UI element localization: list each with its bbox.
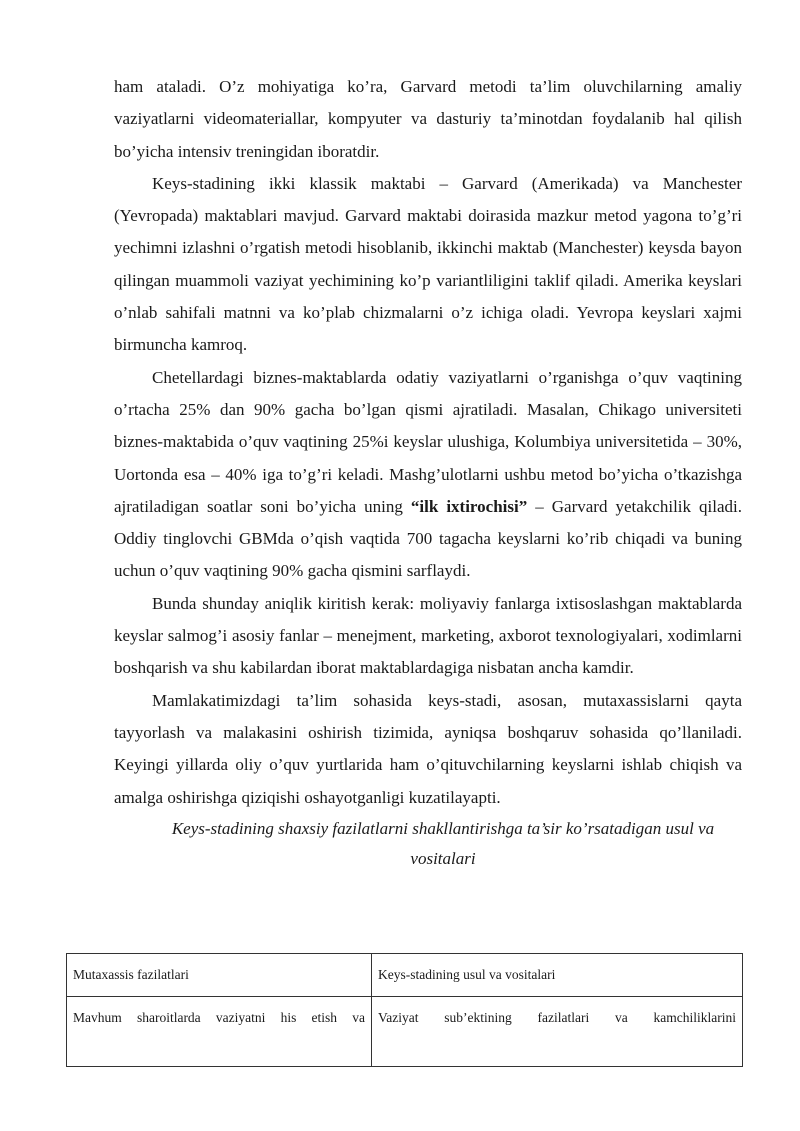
- table-caption: Keys-stadining shaxsiy fazilatlarni shakllantirishga ta’sir ko’rsatadigan usul va vositalari: [171, 818, 715, 868]
- paragraph-3-text-after: – Garvard yetakchilik qiladi. Oddiy tinglovchi GBMda o’qish vaqtida 700 tagacha keyslarni ko’rib chiqadi va buning uchun o’quv vaqtining 90% gacha qismini sarflaydi.: [114, 496, 742, 581]
- paragraph-1: ham ataladi. O’z mohiyatiga ko’ra, Garvard metodi ta’lim oluvchilarning amaliy vaziyatlarni videomateriallar, kompyuter va dasturiy ta’minotdan foydalanib hal qilish bo’yicha intensiv treningidan iboratdir.: [114, 77, 742, 161]
- table-cell: Vaziyat sub’ektining fazilatlari va kamchiliklarini: [372, 997, 743, 1067]
- table-header-cell: Keys-stadining usul va vositalari: [372, 954, 743, 997]
- table-header-row: [67, 954, 743, 997]
- table-row: [67, 997, 743, 1067]
- qualities-table: [66, 953, 743, 1067]
- table-header-cell: Mutaxassis fazilatlari: [67, 954, 372, 997]
- paragraph-3-text-before: Chetellardagi biznes-maktablarda odatiy vaziyatlarni o’rganishga o’quv vaqtining o’rtacha 25% dan 90% gacha bo’lgan qismi ajratiladi. Masalan, Chikago universiteti biznes-maktabida o’quv vaqtining 25%i keyslar ulushiga, Kolumbiya universitetida – 30%, Uortonda esa – 40% iga to’g’ri keladi. Mashg’ulotlarni ushbu metod bo’yicha o’tkazishga ajratiladigan soatlar soni bo’yicha uning: [114, 367, 742, 516]
- paragraph-4: Bunda shunday aniqlik kiritish kerak: moliyaviy fanlarga ixtisoslashgan maktablarda keyslar salmog’i asosiy fanlar – menejment, marketing, axborot texnologiyalari, xodimlarni boshqarish va shu kabilardan iborat maktablardagiga nisbatan ancha kamdir.: [114, 593, 742, 678]
- paragraph-2: Keys-stadining ikki klassik maktabi – Garvard (Amerikada) va Manchester (Yevropada) maktablari mavjud. Garvard maktabi doirasida mazkur metod yagona to’g’ri yechimni izlashni o’rgatish metodi hisoblanib, ikkinchi maktab (Manchester) keysda bayon qilingan muammoli vaziyat yechimining ko’p variantliligini taklif qiladi. Amerika keyslari o’nlab sahifali matnni va ko’plab chizmalarni o’z ichiga oladi. Yevropa keyslari xajmi birmuncha kamroq.: [114, 173, 742, 355]
- paragraph-5: Mamlakatimizdagi ta’lim sohasida keys-stadi, asosan, mutaxassislarni qayta tayyorlash va malakasini oshirish tizimida, ayniqsa boshqaruv sohasida qo’llaniladi. Keyingi yillarda oliy o’quv yurtlarida ham o’qituvchilarning keyslarni ishlab chiqish va amalga oshirishga qiziqishi oshayotganligi kuzatilayapti.: [114, 690, 742, 807]
- paragraph-3-bold-text: “ilk ixtirochisi”: [410, 496, 528, 516]
- document-body: [114, 71, 742, 874]
- paragraph-3: [114, 362, 742, 588]
- table-cell: Mavhum sharoitlarda vaziyatni his etish va: [67, 997, 372, 1067]
